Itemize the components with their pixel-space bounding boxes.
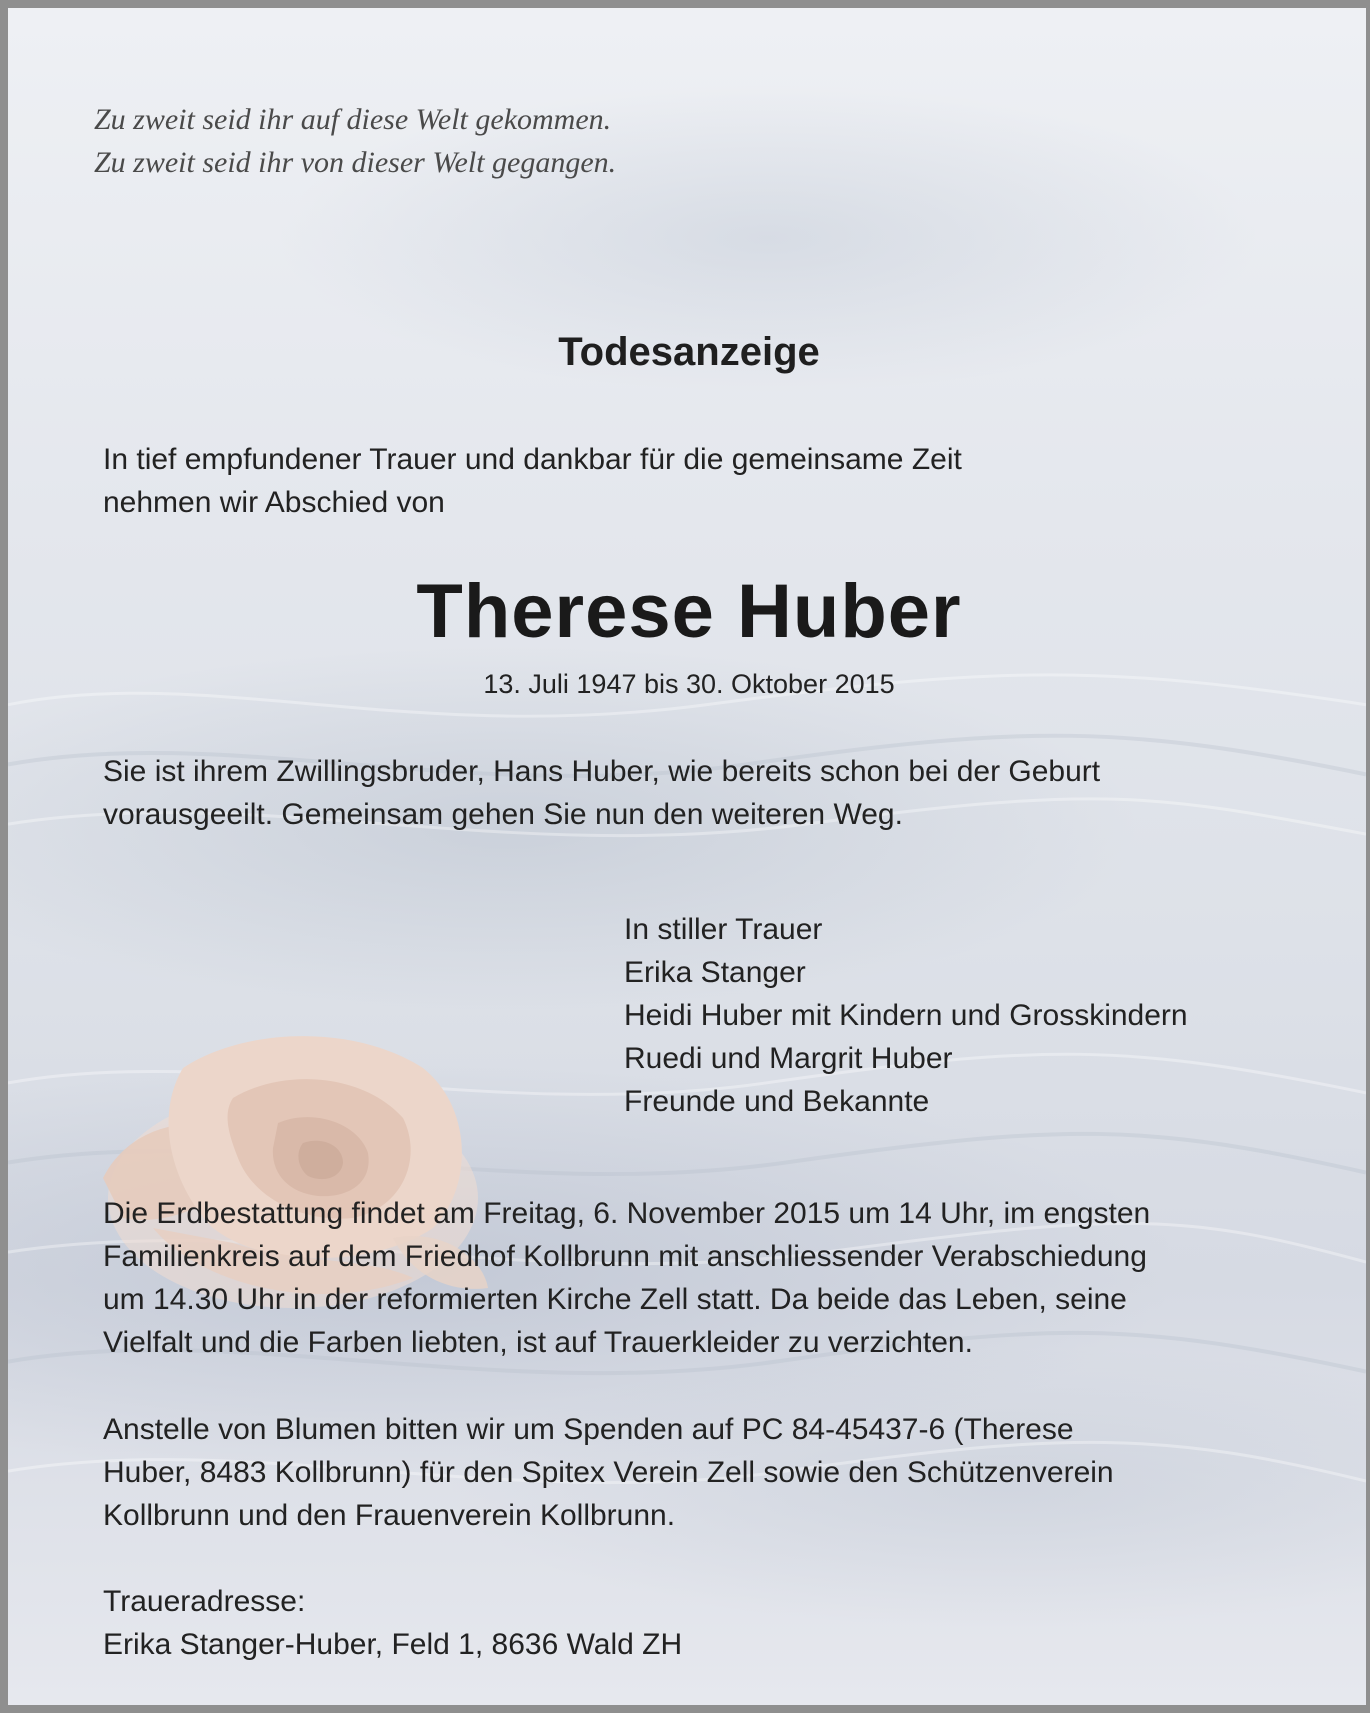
funeral-paragraph <box>103 1192 1150 1364</box>
mourners-list <box>624 908 1188 1123</box>
mourning-address <box>103 1580 682 1666</box>
motto <box>94 98 616 184</box>
paragraph-line: Vielfalt und die Farben liebten, ist auf Trauerkleider zu verzichten. <box>103 1326 973 1359</box>
twin-paragraph <box>103 750 1100 836</box>
mourner-line: Erika Stanger <box>624 956 806 989</box>
paragraph-line: um 14.30 Uhr in der reformierten Kirche Zell statt. Da beide das Leben, seine <box>103 1283 1127 1316</box>
paragraph-line: Huber, 8483 Kollbrunn) für den Spitex Verein Zell sowie den Schützenverein <box>103 1456 1114 1489</box>
mourner-line: Ruedi und Margrit Huber <box>624 1042 953 1075</box>
intro-line: In tief empfundener Trauer und dankbar für die gemeinsame Zeit <box>103 443 962 476</box>
address-line: Erika Stanger-Huber, Feld 1, 8636 Wald ZH <box>103 1628 683 1661</box>
paragraph-line: Sie ist ihrem Zwillingsbruder, Hans Huber, wie bereits schon bei der Geburt <box>103 755 1101 788</box>
paragraph-line: Anstelle von Blumen bitten wir um Spenden auf PC 84-45437-6 (Therese <box>103 1413 1074 1446</box>
motto-line: Zu zweit seid ihr auf diese Welt gekommen. <box>94 103 612 136</box>
intro-text <box>103 438 962 524</box>
paragraph-line: Familienkreis auf dem Friedhof Kollbrunn mit anschliessender Verabschiedung <box>103 1240 1147 1273</box>
mourner-line: Heidi Huber mit Kindern und Grosskindern <box>624 999 1188 1032</box>
deceased-name: Therese Huber <box>416 569 962 654</box>
address-label: Traueradresse: <box>103 1585 306 1618</box>
mourner-line: Freunde und Bekannte <box>624 1085 930 1118</box>
motto-line: Zu zweit seid ihr von dieser Welt gegangen. <box>94 146 617 179</box>
intro-line: nehmen wir Abschied von <box>103 486 445 519</box>
paragraph-line: vorausgeeilt. Gemeinsam gehen Sie nun den weiteren Weg. <box>103 798 903 831</box>
page-title: Todesanzeige <box>558 330 820 374</box>
life-dates: 13. Juli 1947 bis 30. Oktober 2015 <box>483 669 895 699</box>
mourner-line: In stiller Trauer <box>624 913 823 946</box>
paragraph-line: Kollbrunn und den Frauenverein Kollbrunn. <box>103 1499 676 1532</box>
donation-paragraph <box>103 1408 1114 1537</box>
paragraph-line: Die Erdbestattung findet am Freitag, 6. November 2015 um 14 Uhr, im engsten <box>103 1197 1151 1230</box>
